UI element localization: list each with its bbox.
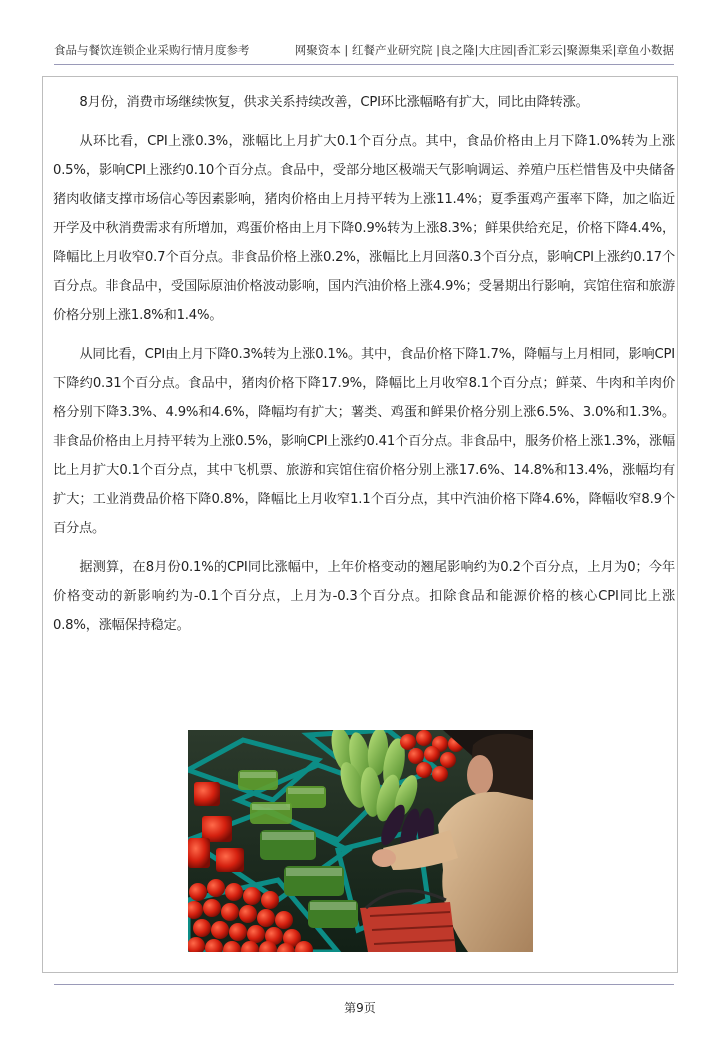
article-body [53, 88, 675, 650]
footer-divider [54, 984, 674, 985]
header-title: 食品与餐饮连锁企业采购行情月度参考 [54, 43, 250, 57]
paragraph-year-on-year: 从同比看，CPI由上月下降0.3%转为上涨0.1%。其中，食品价格下降1.7%，降幅与上月相同，影响CPI下降约0.31个百分点。食品中，猪肉价格下降17.9%，降幅比上月收窄8.1个百分点；鲜菜、牛肉和羊肉价格分别下降3.3%、4.9%和4.6%，降幅均有扩大；薯类、鸡蛋和鲜果价格分别上涨6.5%、3.0%和1.3%。非食品价格由上月持平转为上涨0.5%，影响CPI上涨约0.41个百分点。非食品中，服务价格上涨1.3%，涨幅比上月扩大0.1个百分点，其中飞机票、旅游和宾馆住宿价格分别上涨17.6%、14.8%和13.4%，涨幅均有扩大；工业消费品价格下降0.8%，降幅比上月收窄1.1个百分点，其中汽油价格下降4.6%，降幅收窄8.9个百分点。 [53, 347, 675, 536]
header-sources: 网聚资本 | 红餐产业研究院 |良之隆|大庄园|香汇彩云|聚源集采|章鱼小数据 [294, 43, 674, 57]
page-header [54, 40, 674, 60]
paragraph-estimate: 据测算，在8月份0.1%的CPI同比涨幅中，上年价格变动的翘尾影响约为0.2个百分点，上月为0；今年价格变动的新影响约为-0.1个百分点，上月为-0.3个百分点。扣除食品和能源价格的核心CPI同比上涨0.8%，涨幅保持稳定。 [53, 560, 675, 633]
paragraph-month-on-month: 从环比看，CPI上涨0.3%，涨幅比上月扩大0.1个百分点。其中，食品价格由上月下降1.0%转为上涨0.5%，影响CPI上涨约0.10个百分点。食品中，受部分地区极端天气影响调运、养殖户压栏惜售及中央储备猪肉收储支撑市场信心等因素影响，猪肉价格由上月持平转为上涨11.4%；夏季蛋鸡产蛋率下降，加之临近开学及中秋消费需求有所增加，鸡蛋价格由上月下降0.9%转为上涨8.3%；鲜果供给充足，价格下降4.4%，降幅比上月收窄0.7个百分点。非食品价格上涨0.2%，涨幅比上月回落0.3个百分点，影响CPI上涨约0.17个百分点。非食品中，受国际原油价格波动影响，国内汽油价格上涨4.9%；受暑期出行影响，宾馆住宿和旅游价格分别上涨1.8%和1.4%。 [53, 134, 675, 323]
paragraph-intro: 8月份，消费市场继续恢复，供求关系持续改善，CPI环比涨幅略有扩大，同比由降转涨。 [79, 95, 589, 110]
header-divider [54, 64, 674, 65]
supermarket-produce-photo [188, 730, 533, 952]
page-number: 第9页 [344, 1001, 376, 1015]
